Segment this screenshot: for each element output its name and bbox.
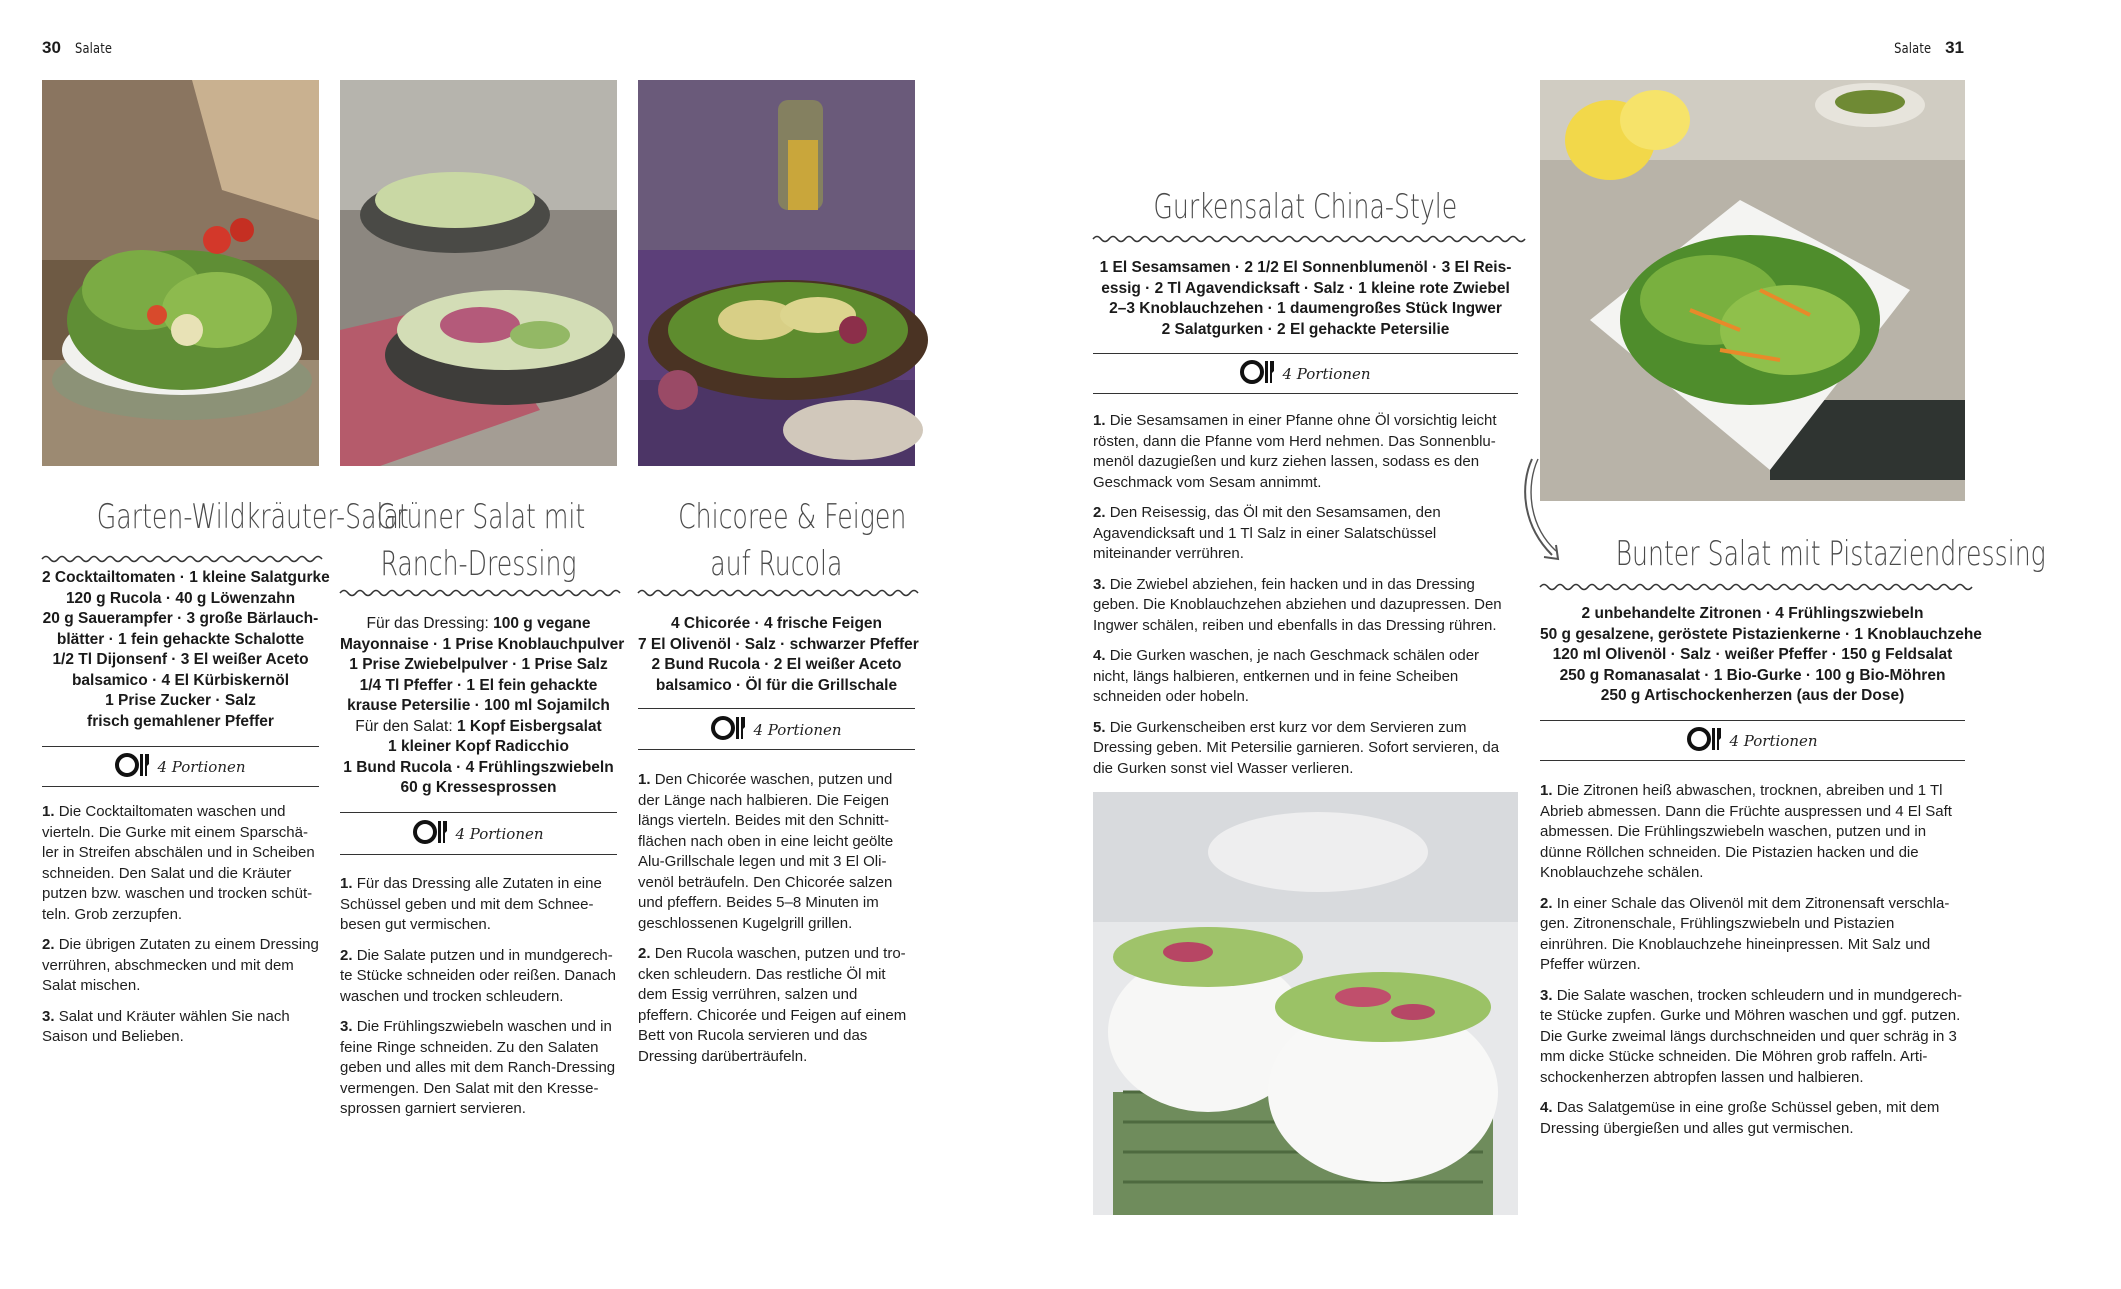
ingredient-list xyxy=(340,614,625,799)
instruction-step: 2. Den Rucola waschen, putzen und trocken schleudern. Das restliche Öl mit dem Essig verrühren, salzen und pfeffern. Chicorée und Feigen auf einem Bett von Rucola servieren und das Dressing darüberträufeln. xyxy=(638,945,907,1065)
divider-rule xyxy=(340,854,617,855)
wavy-divider xyxy=(1093,234,1518,244)
instruction-step: 3. Salat und Kräuter wählen Sie nach Saison und Belieben. xyxy=(42,1007,290,1045)
divider-rule xyxy=(638,708,915,709)
ingredient-line: 1 kleiner Kopf Radicchio xyxy=(388,738,569,755)
instructions xyxy=(340,874,617,1130)
page-number: 30 xyxy=(42,38,61,57)
title-line: Bunter Salat mit Pistaziendressing xyxy=(1615,534,2046,574)
ingredient-line: Für den Salat: 1 Kopf Eisbergsalat xyxy=(355,717,602,735)
divider-rule xyxy=(1540,720,1965,721)
photo-cucumber-salad xyxy=(1093,792,1518,1215)
plate-cutlery-icon xyxy=(115,752,151,783)
ingredient-line: Für das Dressing: 100 g vegane xyxy=(366,615,591,632)
instruction-step: 1. Die Cocktailtomaten waschen und vierteln. Die Gurke mit einem Sparschäler in Streifen abschälen und in Scheiben schneiden. Den Salat und die Kräuter putzen bzw. waschen und trocken schütteln. Grob zerzupfen. xyxy=(42,803,315,923)
ingredient-line: 1/2 Tl Dijonsenf · 3 El weißer Aceto xyxy=(52,651,309,668)
ingredient-line: 2 Bund Rucola · 2 El weißer Aceto xyxy=(651,656,902,673)
instructions xyxy=(1540,781,1965,1149)
divider-rule xyxy=(1540,760,1965,761)
photo-garden-salad xyxy=(42,80,319,466)
plate-cutlery-icon xyxy=(413,819,449,850)
ingredient-line: 2 Cocktailtomaten · 1 kleine Salatgurke xyxy=(42,569,330,586)
wavy-divider xyxy=(42,554,319,564)
ingredient-line: 20 g Sauerampfer · 3 große Bärlauch- xyxy=(42,610,319,627)
title-line: auf Rucola xyxy=(710,544,843,584)
title-line: Gurkensalat China-Style xyxy=(1153,187,1458,227)
ingredient-line: 60 g Kressesprossen xyxy=(400,779,557,796)
page-number: 31 xyxy=(1945,38,1964,57)
title-line: Chicoree & Feigen xyxy=(678,497,907,537)
portions-row xyxy=(1093,359,1518,389)
portions-row xyxy=(638,715,915,745)
portions-label: 4 Portionen xyxy=(753,721,842,739)
portions-label: 4 Portionen xyxy=(1729,732,1818,750)
wavy-divider xyxy=(638,588,915,598)
portions-row xyxy=(340,819,617,849)
ingredient-line: blätter · 1 fein gehackte Schalotte xyxy=(56,630,305,648)
divider-rule xyxy=(42,786,319,787)
title-line: Grüner Salat mit xyxy=(376,497,586,537)
instructions xyxy=(1093,411,1518,789)
recipe-title-ranch-salad xyxy=(340,494,617,588)
ingredient-line: 250 g Romanasalat · 1 Bio-Gurke · 100 g Bio-Möhren xyxy=(1559,666,1946,684)
ingredient-list xyxy=(42,568,330,732)
ingredient-list xyxy=(1093,258,1518,340)
ingredient-line: Mayonnaise · 1 Prise Knoblauchpulver xyxy=(340,635,625,653)
wavy-divider xyxy=(340,588,617,598)
ingredient-line: 2 unbehandelte Zitronen · 4 Frühlingszwiebeln xyxy=(1581,605,1924,622)
ingredient-line: 7 El Olivenöl · Salz · schwarzer Pfeffer xyxy=(638,635,919,653)
instruction-step: 5. Die Gurkenscheiben erst kurz vor dem Servieren zum Dressing geben. Mit Petersilie garnieren. Sofort servieren, da die Gurken sonst viel Wasser verlieren. xyxy=(1093,718,1500,777)
ingredient-line: 120 g Rucola · 40 g Löwenzahn xyxy=(65,589,296,607)
ingredient-line: 1 Prise Zucker · Salz xyxy=(105,692,256,709)
divider-rule xyxy=(340,812,617,813)
ingredient-line: 2 Salatgurken · 2 El gehackte Petersilie xyxy=(1161,320,1450,338)
right-page-folio xyxy=(1886,38,1964,58)
ingredient-list xyxy=(638,614,919,696)
wavy-divider xyxy=(1540,582,1965,592)
portions-row xyxy=(1540,726,1965,756)
photo-colorful-salad xyxy=(1540,80,1965,501)
left-page-folio xyxy=(42,38,120,58)
ingredient-line: frisch gemahlener Pfeffer xyxy=(87,712,274,730)
instruction-step: 3. Die Frühlingszwiebeln waschen und in feine Ringe schneiden. Zu den Salaten geben und alles mit dem Ranch-Dressing vermengen. Den Salat mit den Kressesprossen garniert servieren. xyxy=(340,1018,616,1117)
ingredient-line: 1 El Sesamsamen · 2 1/2 El Sonnenblumenöl · 3 El Reis- xyxy=(1099,259,1512,276)
instruction-step: 2. Die übrigen Zutaten zu einem Dressing verrühren, abschmecken und mit dem Salat mischen. xyxy=(42,936,319,994)
ingredient-line: 1 Bund Rucola · 4 Frühlingszwiebeln xyxy=(343,758,614,776)
ingredient-line: 1/4 Tl Pfeffer · 1 El fein gehackte xyxy=(359,676,598,694)
recipe-title-garden-salad xyxy=(42,494,409,541)
instruction-step: 1. Die Zitronen heiß abwaschen, trocknen, abreiben und 1 Tl Abrieb abmessen. Dann die Früchte auspressen und 4 El Saft abmessen. Die Frühlingszwiebeln waschen, putzen und in dünne Röllchen schneiden. Die Pistazien hacken und die Knoblauchzehe schälen. xyxy=(1540,782,1952,881)
ingredient-line: essig · 2 Tl Agavendicksaft · Salz · 1 kleine rote Zwiebel xyxy=(1101,279,1510,297)
plate-cutlery-icon xyxy=(711,715,747,746)
recipe-title-colorful-salad xyxy=(1540,531,2046,578)
portions-label: 4 Portionen xyxy=(157,758,246,776)
ingredient-line: 50 g gesalzene, geröstete Pistazienkerne · 1 Knoblauchzehe xyxy=(1540,625,1982,643)
ingredient-line: 120 ml Olivenöl · Salz · weißer Pfeffer · 150 g Feldsalat xyxy=(1552,646,1953,663)
recipe-title-cucumber-salad xyxy=(1093,184,1518,231)
instruction-step: 1. Für das Dressing alle Zutaten in eine Schüssel geben und mit dem Schneebesen gut vermischen. xyxy=(340,875,602,933)
instruction-step: 3. Die Salate waschen, trocken schleudern und in mundgerechte Stücke zupfen. Gurke und Möhren waschen und ggf. putzen. Die Gurke zweimal längs durchschneiden und quer schräg in 3 mm dicke Stücke schneiden. Die Möhren grob raffeln. Artischockenherzen abtropfen lassen und halbieren. xyxy=(1540,986,1962,1086)
photo-chicoree-figs xyxy=(638,80,915,466)
instruction-step: 4. Die Gurken waschen, je nach Geschmack schälen oder nicht, längs halbieren, entkernen und in feine Scheiben schneiden oder hobeln. xyxy=(1093,647,1480,705)
instruction-step: 2. In einer Schale das Olivenöl mit dem Zitronensaft verschlagen. Zitronenschale, Frühlingszwiebeln und Pistazien einrühren. Die Knoblauchzehe hineinpressen. Mit Salz und Pfeffer würzen. xyxy=(1540,894,1950,973)
divider-rule xyxy=(638,749,915,750)
divider-rule xyxy=(1093,353,1518,354)
ingredient-line: balsamico · Öl für die Grillschale xyxy=(655,676,898,694)
photo-ranch-salad xyxy=(340,80,617,466)
portions-label: 4 Portionen xyxy=(455,825,544,843)
instruction-step: 4. Das Salatgemüse in eine große Schüssel geben, mit dem Dressing übergießen und alles gut vermischen. xyxy=(1540,1099,1940,1137)
ingredient-list xyxy=(1540,604,1982,707)
title-line: Ranch-Dressing xyxy=(380,544,577,584)
section-label: Salate xyxy=(1893,41,1932,57)
plate-cutlery-icon xyxy=(1687,726,1723,757)
divider-rule xyxy=(1093,393,1518,394)
plate-cutlery-icon xyxy=(1240,359,1276,390)
ingredient-line: 250 g Artischockenherzen (aus der Dose) xyxy=(1600,687,1905,704)
section-label: Salate xyxy=(74,41,113,57)
instructions xyxy=(42,802,319,1058)
ingredient-line: krause Petersilie · 100 ml Sojamilch xyxy=(347,697,610,714)
instruction-step: 1. Die Sesamsamen in einer Pfanne ohne Öl vorsichtig leicht rösten, dann die Pfanne vom Herd nehmen. Das Sonnenblumenöl dazugießen und kurz ziehen lassen, sodass es den Geschmack vom Sesam annimmt. xyxy=(1093,412,1497,491)
ingredient-line: balsamico · 4 El Kürbiskernöl xyxy=(71,671,290,689)
instructions xyxy=(638,770,915,1077)
divider-rule xyxy=(42,746,319,747)
title-line: Garten-Wildkräuter-Salat xyxy=(96,497,409,537)
ingredient-line: 1 Prise Zwiebelpulver · 1 Prise Salz xyxy=(349,656,608,673)
portions-label: 4 Portionen xyxy=(1282,365,1371,383)
instruction-step: 3. Die Zwiebel abziehen, fein hacken und in das Dressing geben. Die Knoblauchzehen abziehen und dazupressen. Den Ingwer schälen, reiben und ebenfalls in das Dressing rühren. xyxy=(1093,575,1502,634)
ingredient-line: 2–3 Knoblauchzehen · 1 daumengroßes Stück Ingwer xyxy=(1109,300,1502,317)
instruction-step: 2. Den Reisessig, das Öl mit den Sesamsamen, den Agavendicksaft und 1 Tl Salz in einer Salatschüssel miteinander verrühren. xyxy=(1093,504,1441,562)
instruction-step: 1. Den Chicorée waschen, putzen und der Länge nach halbieren. Die Feigen längs vierteln. Beides mit den Schnittflächen nach oben in eine leicht geölte Alu-Grillschale legen und mit 3 El Olivenöl beträufeln. Den Chicorée salzen und pfeffern. Beides 5–8 Minuten im geschlossenen Kugelgrill grillen. xyxy=(638,771,894,932)
ingredient-line: 4 Chicorée · 4 frische Feigen xyxy=(670,615,883,632)
instruction-step: 2. Die Salate putzen und in mundgerechte Stücke schneiden oder reißen. Danach waschen und trocken schleudern. xyxy=(340,946,616,1005)
recipe-title-chicoree-figs xyxy=(638,494,915,588)
portions-row xyxy=(42,752,319,782)
